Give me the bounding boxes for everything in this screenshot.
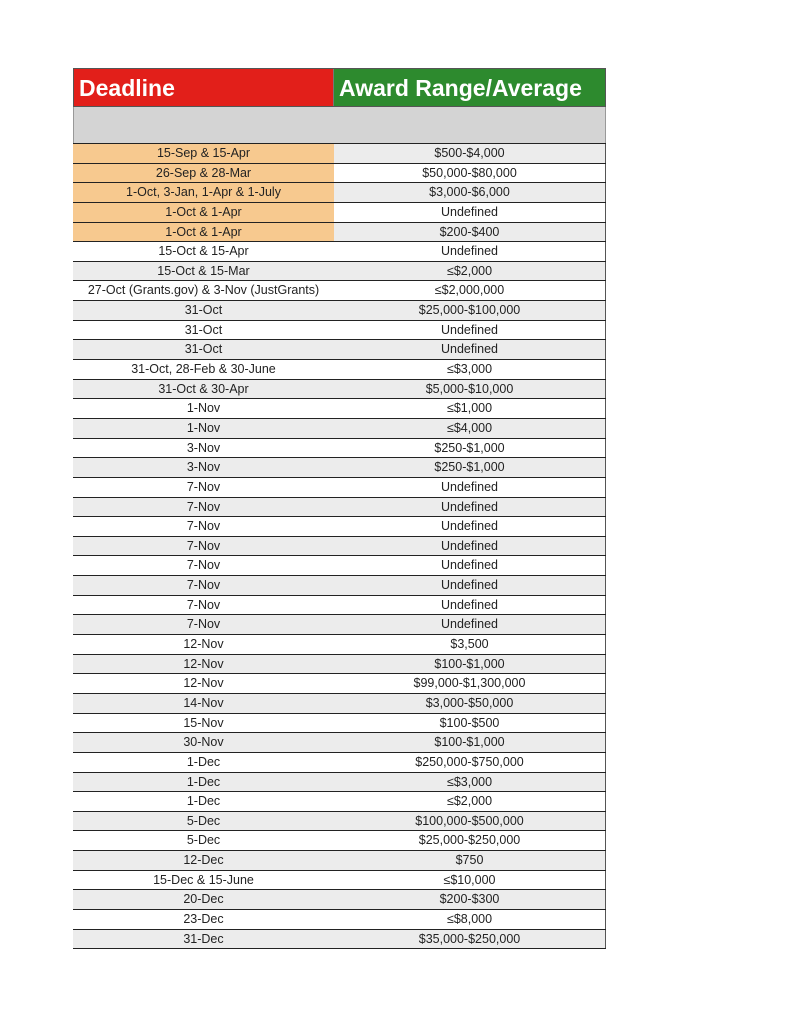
table-row — [73, 419, 606, 439]
table-row — [73, 498, 606, 518]
table-row — [73, 478, 606, 498]
table-row — [73, 380, 606, 400]
table-row — [73, 615, 606, 635]
award-cell: Undefined — [334, 203, 606, 222]
deadline-cell: 5-Dec — [186, 833, 221, 848]
award-cell: Undefined — [334, 321, 606, 340]
table-row — [73, 714, 606, 734]
table-row — [73, 753, 606, 773]
table-row — [73, 223, 606, 243]
deadline-cell: 1-Oct & 1-Apr — [73, 223, 334, 242]
deadline-cell: 20-Dec — [183, 892, 224, 907]
table-row — [73, 340, 606, 360]
deadline-cell: 5-Dec — [186, 813, 221, 828]
award-cell: $500-$4,000 — [334, 144, 606, 163]
table-row — [73, 674, 606, 694]
award-cell: ≤$1,000 — [334, 399, 606, 418]
deadline-cell: 3-Nov — [186, 440, 221, 455]
deadline-cell: 7-Nov — [186, 597, 221, 612]
deadline-cell: 31-Dec — [183, 931, 224, 946]
deadline-cell: 23-Dec — [183, 911, 224, 926]
table-row — [73, 183, 606, 203]
table-header — [73, 68, 606, 107]
table-row — [73, 871, 606, 891]
deadline-cell: 7-Nov — [186, 578, 221, 593]
deadline-cell: 31-Oct — [184, 303, 223, 318]
deadline-column-header: Deadline — [74, 69, 334, 106]
deadline-cell: 31-Oct & 30-Apr — [158, 381, 249, 396]
deadline-cell: 7-Nov — [186, 617, 221, 632]
table-row — [73, 930, 606, 950]
grant-deadline-table — [73, 68, 606, 949]
table-row — [73, 635, 606, 655]
deadline-cell: 15-Sep & 15-Apr — [73, 144, 334, 163]
table-row — [73, 851, 606, 871]
award-cell: $99,000-$1,300,000 — [334, 674, 606, 693]
award-cell: Undefined — [334, 537, 606, 556]
table-row — [73, 792, 606, 812]
deadline-cell: 31-Oct — [184, 322, 223, 337]
deadline-cell: 12-Nov — [183, 676, 224, 691]
table-row — [73, 890, 606, 910]
award-cell: ≤$8,000 — [334, 910, 606, 929]
award-cell: $250,000-$750,000 — [334, 753, 606, 772]
award-cell: $3,000-$50,000 — [334, 694, 606, 713]
award-cell: $25,000-$100,000 — [334, 301, 606, 320]
table-row — [73, 596, 606, 616]
deadline-cell: 3-Nov — [186, 460, 221, 475]
table-row — [73, 576, 606, 596]
award-cell: $200-$300 — [334, 890, 606, 909]
table-row — [73, 655, 606, 675]
deadline-cell: 7-Nov — [186, 558, 221, 573]
table-row — [73, 439, 606, 459]
award-cell: ≤$10,000 — [334, 871, 606, 890]
table-row — [73, 242, 606, 262]
deadline-cell: 31-Oct, 28-Feb & 30-June — [131, 362, 276, 377]
table-row — [73, 694, 606, 714]
table-row — [73, 301, 606, 321]
table-row — [73, 164, 606, 184]
table-row — [73, 831, 606, 851]
deadline-cell: 12-Dec — [183, 853, 224, 868]
table-row — [73, 537, 606, 557]
award-cell: $25,000-$250,000 — [334, 831, 606, 850]
deadline-cell: 12-Nov — [183, 656, 224, 671]
award-cell: ≤$4,000 — [334, 419, 606, 438]
deadline-cell: 1-Dec — [186, 754, 221, 769]
deadline-cell: 7-Nov — [186, 499, 221, 514]
deadline-cell: 1-Dec — [186, 794, 221, 809]
table-row — [73, 203, 606, 223]
deadline-cell: 1-Dec — [186, 774, 221, 789]
award-cell: $200-$400 — [334, 223, 606, 242]
table-row — [73, 773, 606, 793]
award-cell: $250-$1,000 — [334, 439, 606, 458]
table-row — [73, 812, 606, 832]
table-body — [73, 143, 606, 949]
table-row — [73, 458, 606, 478]
deadline-cell: 15-Oct & 15-Mar — [157, 263, 250, 278]
award-cell: Undefined — [334, 596, 606, 615]
award-cell: Undefined — [334, 615, 606, 634]
deadline-cell: 14-Nov — [183, 695, 224, 710]
table-row — [73, 399, 606, 419]
deadline-cell: 1-Oct & 1-Apr — [73, 203, 334, 222]
award-cell: Undefined — [334, 498, 606, 517]
award-cell: Undefined — [334, 517, 606, 536]
award-cell: ≤$3,000 — [334, 773, 606, 792]
award-cell: $50,000-$80,000 — [334, 164, 606, 183]
table-row — [73, 144, 606, 164]
table-row — [73, 321, 606, 341]
table-row — [73, 281, 606, 301]
deadline-cell: 7-Nov — [186, 538, 221, 553]
award-cell: Undefined — [334, 340, 606, 359]
table-row — [73, 556, 606, 576]
award-cell: $35,000-$250,000 — [334, 930, 606, 949]
award-column-header: Award Range/Average — [334, 69, 605, 106]
award-cell: Undefined — [334, 478, 606, 497]
award-cell: $5,000-$10,000 — [334, 380, 606, 399]
table-row — [73, 733, 606, 753]
table-row — [73, 910, 606, 930]
award-cell: Undefined — [334, 556, 606, 575]
award-cell: $3,000-$6,000 — [334, 183, 606, 202]
award-cell: Undefined — [334, 242, 606, 261]
award-cell: ≤$2,000 — [334, 262, 606, 281]
award-cell: Undefined — [334, 576, 606, 595]
award-cell: $100-$500 — [334, 714, 606, 733]
award-cell: ≤$2,000 — [334, 792, 606, 811]
deadline-cell: 15-Dec & 15-June — [153, 872, 254, 887]
deadline-cell: 26-Sep & 28-Mar — [73, 164, 334, 183]
deadline-cell: 31-Oct — [184, 342, 223, 357]
award-cell: $100-$1,000 — [334, 655, 606, 674]
deadline-cell: 15-Oct & 15-Apr — [158, 244, 249, 259]
deadline-cell: 7-Nov — [186, 479, 221, 494]
table-row — [73, 360, 606, 380]
deadline-cell: 1-Nov — [186, 420, 221, 435]
award-cell: $100,000-$500,000 — [334, 812, 606, 831]
header-spacer-band — [73, 107, 606, 143]
award-cell: $250-$1,000 — [334, 458, 606, 477]
award-cell: ≤$3,000 — [334, 360, 606, 379]
award-cell: $3,500 — [334, 635, 606, 654]
deadline-cell: 7-Nov — [186, 519, 221, 534]
award-cell: $750 — [334, 851, 606, 870]
award-cell: ≤$2,000,000 — [334, 281, 606, 300]
deadline-cell: 1-Oct, 3-Jan, 1-Apr & 1-July — [73, 183, 334, 202]
deadline-cell: 12-Nov — [183, 637, 224, 652]
deadline-cell: 27-Oct (Grants.gov) & 3-Nov (JustGrants) — [87, 283, 320, 298]
award-cell: $100-$1,000 — [334, 733, 606, 752]
deadline-cell: 1-Nov — [186, 401, 221, 416]
table-row — [73, 262, 606, 282]
deadline-cell: 15-Nov — [183, 715, 224, 730]
deadline-cell: 30-Nov — [183, 735, 224, 750]
table-row — [73, 517, 606, 537]
